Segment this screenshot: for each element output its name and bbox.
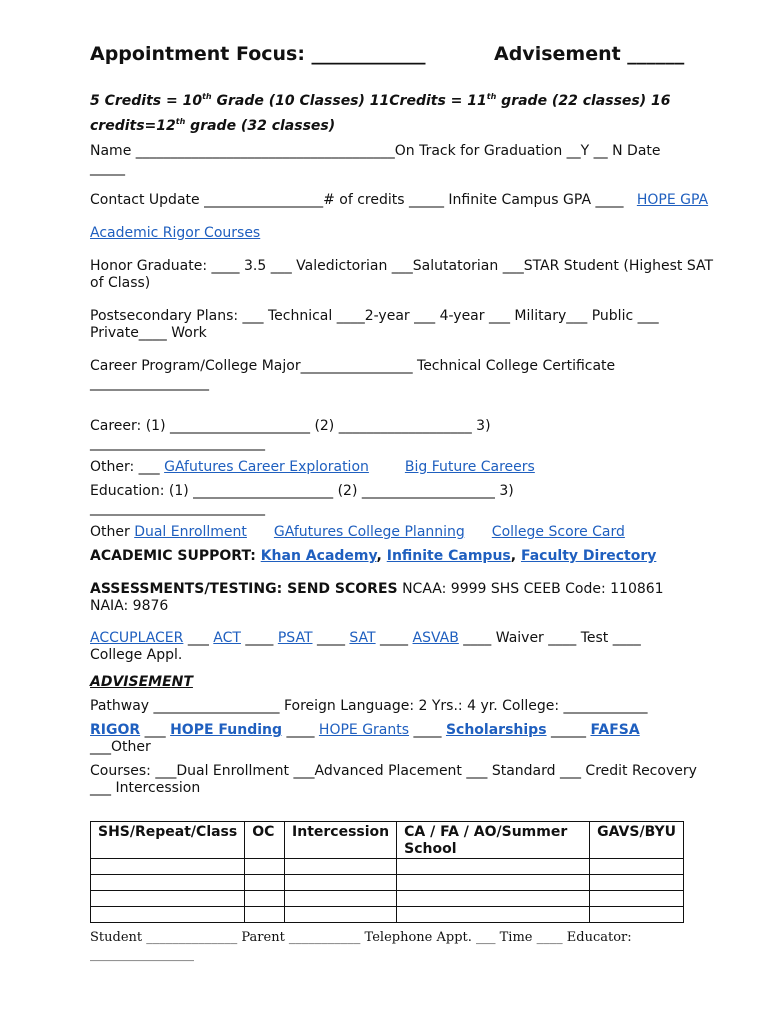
postsecondary-plans-line: Postsecondary Plans: ___ Technical ____2-year ___ 4-year ___ Military___ Public ___ Private____ Work [90,308,659,341]
name-line-date-blank: _____ [90,160,125,176]
table-header-ca-fa-ao-summer-school: CA / FA / AO/Summer School [397,822,590,859]
scholarships-link[interactable]: Scholarships [445,722,547,738]
other-career-line: Other: ___ GAfutures Career Exploration Big Future Careers [90,459,535,475]
table-cell[interactable] [91,859,245,875]
academic-rigor-row [90,225,260,242]
table-cell[interactable] [397,875,590,891]
fafsa-link[interactable]: FAFSA [590,722,640,738]
table-cell[interactable] [91,907,245,923]
name-line: Name _____________________________________On Track for Graduation __Y __ N Date [90,143,661,159]
contact-update-line: Contact Update _________________# of credits _____ Infinite Campus GPA ____ HOPE GPA [90,192,709,208]
hope-funding-link[interactable]: HOPE Funding [170,722,283,738]
table-header-gavs-byu: GAVS/BYU [590,822,684,859]
footer-signature-line: Student ______________ Parent ___________ Telephone Appt. ___ Time ____ Educator: [90,930,632,945]
appointment-focus-heading: Appointment Focus: ____________ [90,43,426,65]
assessments-line: ASSESSMENTS/TESTING: SEND SCORES NCAA: 9999 SHS CEEB Code: 110861 [90,581,664,597]
college-score-card-link[interactable]: College Score Card [491,524,625,540]
advisement-section-heading: ADVISEMENT [90,674,193,690]
credits-line-2: credits=12th grade (32 classes) [90,117,336,134]
college-appl-line: College Appl. [90,647,183,663]
funding-links-line: RIGOR ___ HOPE Funding ____ HOPE Grants ____ Scholarships _____ FAFSA [90,722,640,738]
table-cell[interactable] [590,875,684,891]
table-header-oc: OC [245,822,285,859]
big-future-careers-link[interactable]: Big Future Careers [404,459,535,475]
table-cell[interactable] [397,891,590,907]
dual-enrollment-link[interactable]: Dual Enrollment [134,524,247,540]
education-line: Education: (1) ____________________ (2) ___________________ 3) [90,483,514,499]
footer-signature-blank: ________________ [90,947,194,962]
table-cell[interactable] [245,907,285,923]
table-cell[interactable] [91,875,245,891]
table-cell[interactable] [285,891,397,907]
naia-line: NAIA: 9876 [90,598,169,614]
table-cell[interactable] [245,859,285,875]
career-line-blank: _________________________ [90,435,265,451]
course-table [90,821,684,923]
table-cell[interactable] [285,875,397,891]
faculty-directory-link[interactable]: Faculty Directory [520,548,657,564]
table-header-intercession: Intercession [285,822,397,859]
academic-rigor-courses-link[interactable]: Academic Rigor Courses [90,225,261,241]
career-line: Career: (1) ____________________ (2) ___________________ 3) [90,418,491,434]
table-header-row [91,822,684,859]
table-header-shs-repeat-class: SHS/Repeat/Class [91,822,245,859]
table-row [91,859,684,875]
advisement-heading-top: Advisement ______ [494,43,685,65]
table-cell[interactable] [245,891,285,907]
table-row [91,875,684,891]
accuplacer-link[interactable]: ACCUPLACER [90,630,184,646]
other-blank-line: ___Other [90,739,151,755]
courses-line: Courses: ___Dual Enrollment ___Advanced Placement ___ Standard ___ Credit Recovery ___ Intercession [90,763,697,796]
table-cell[interactable] [91,891,245,907]
asvab-link[interactable]: ASVAB [412,630,459,646]
hope-grants-link[interactable]: HOPE Grants [318,722,410,738]
table-cell[interactable] [590,859,684,875]
table-cell[interactable] [397,907,590,923]
table-row [91,891,684,907]
table-cell[interactable] [245,875,285,891]
act-link[interactable]: ACT [213,630,241,646]
academic-support-line: ACADEMIC SUPPORT: Khan Academy, Infinite Campus, Faculty Directory [90,548,657,564]
sat-link[interactable]: SAT [349,630,376,646]
table-row [91,907,684,923]
tests-line: ACCUPLACER ___ ACT ____ PSAT ____ SAT ____ ASVAB ____ Waiver ____ Test ____ [90,630,641,646]
gafutures-college-planning-link[interactable]: GAfutures College Planning [273,524,465,540]
career-program-line: Career Program/College Major________________ Technical College Certificate _________________ [90,358,616,391]
table-cell[interactable] [285,859,397,875]
table-cell[interactable] [397,859,590,875]
table-cell[interactable] [590,891,684,907]
pathway-line: Pathway __________________ Foreign Language: 2 Yrs.: 4 yr. College: ____________ [90,698,648,714]
psat-link[interactable]: PSAT [277,630,313,646]
khan-academy-link[interactable]: Khan Academy [260,548,377,564]
table-cell[interactable] [590,907,684,923]
education-line-blank: _________________________ [90,500,265,516]
other-education-line: Other Dual Enrollment GAfutures College Planning College Score Card [90,524,625,540]
gafutures-career-exploration-link[interactable]: GAfutures Career Exploration [164,459,369,475]
credits-line-1: 5 Credits = 10th Grade (10 Classes) 11Credits = 11th grade (22 classes) 16 [90,92,671,109]
hope-gpa-link[interactable]: HOPE GPA [636,192,709,208]
infinite-campus-link[interactable]: Infinite Campus [386,548,511,564]
honor-graduate-line: Honor Graduate: ____ 3.5 ___ Valedictorian ___Salutatorian ___STAR Student (Highest SAT of Class) [90,258,714,291]
table-cell[interactable] [285,907,397,923]
rigor-link[interactable]: RIGOR [90,722,141,738]
